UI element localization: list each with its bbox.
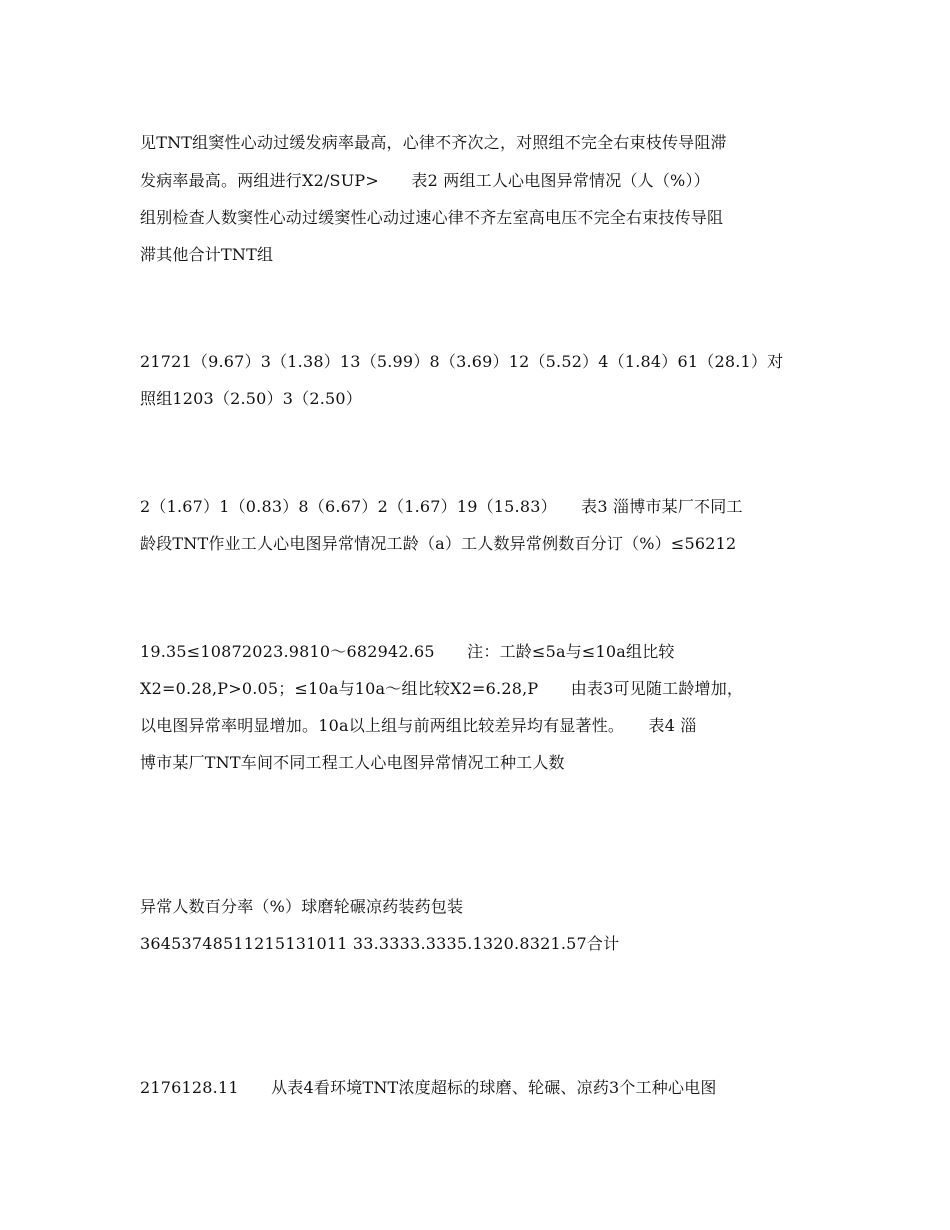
text-line: 2（1.67）1（0.83）8（6.67）2（1.67）19（15.83） 表3 淄博市某厂不同工 bbox=[140, 497, 743, 516]
text-line: 见TNT组窦性心动过缓发病率最高，心律不齐次之，对照组不完全右束枝传导阻滞 bbox=[140, 133, 727, 152]
text-line: 组别检查人数窦性心动过缓窦性心动过速心律不齐左室高电压不完全右束技传导阻 bbox=[140, 208, 724, 227]
text-line: 异常人数百分率（%）球磨轮碾凉药装药包装 bbox=[140, 897, 464, 916]
text-line: 博市某厂TNT车间不同工程工人心电图异常情况工种工人数 bbox=[140, 753, 565, 772]
text-line: 发病率最高。两组进行X2/SUP> 表2 两组工人心电图异常情况（人（%）） bbox=[140, 171, 710, 190]
text-line: 照组1203（2.50）3（2.50） bbox=[140, 389, 362, 408]
text-line: X2=0.28,P>0.05；≤10a与10a～组比较X2=6.28,P 由表3可见随工龄增加， bbox=[140, 679, 744, 698]
text-line: 以电图异常率明显增加。10a以上组与前两组比较差异均有显著性。 表4 淄 bbox=[140, 716, 697, 735]
text-line: 19.35≤10872023.9810～682942.65 注：工龄≤5a与≤10a组比较 bbox=[140, 642, 675, 661]
text-line: 21721（9.67）3（1.38）13（5.99）8（3.69）12（5.52）4（1.84）61（28.1）对 bbox=[140, 352, 784, 371]
text-line: 龄段TNT作业工人心电图异常情况工龄（a）工人数异常例数百分订（%）≤56212 bbox=[140, 534, 737, 553]
text-line: 2176128.11 从表4看环境TNT浓度超标的球磨、轮碾、凉药3个工种心电图 bbox=[140, 1078, 717, 1097]
text-line: 滞其他合计TNT组 bbox=[140, 245, 274, 264]
text-line: 36453748511215131011 33.3333.3335.1320.8321.57合计 bbox=[140, 934, 620, 953]
